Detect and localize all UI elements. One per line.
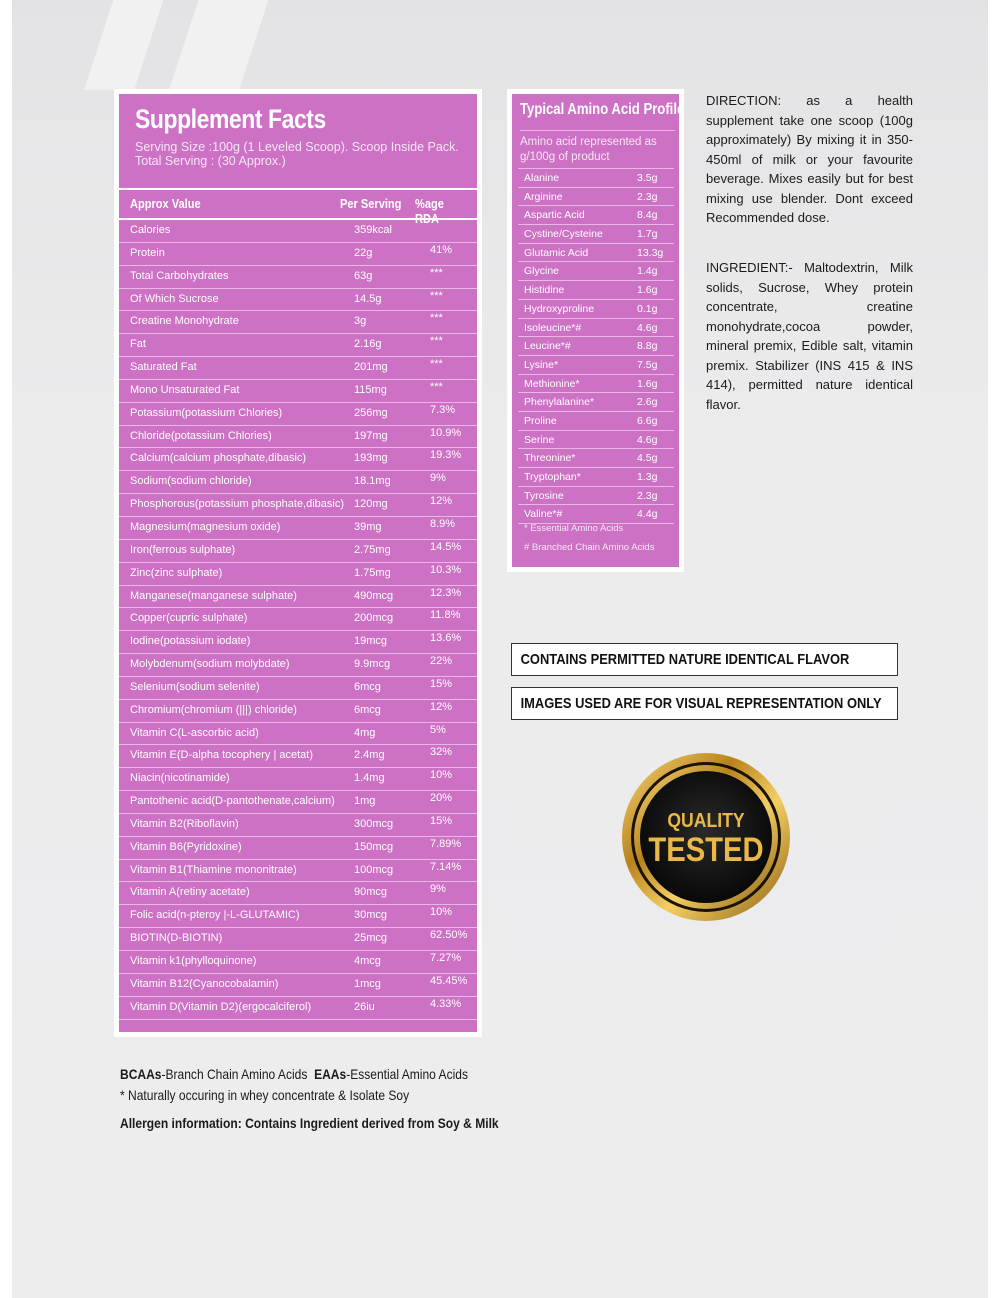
per-serving-value: 193mg bbox=[354, 452, 388, 465]
amino-acid-row bbox=[518, 487, 674, 506]
badge-line1: QUALITY bbox=[667, 808, 745, 832]
nutrient-name: Selenium(sodium selenite) bbox=[130, 680, 260, 693]
rda-value: 11.8% bbox=[430, 609, 461, 622]
amino-acid-list bbox=[518, 168, 674, 524]
table-row bbox=[119, 860, 477, 883]
amino-acid-name: Glutamic Acid bbox=[524, 246, 589, 259]
quality-tested-badge-icon bbox=[620, 751, 792, 923]
per-serving-value: 4mcg bbox=[354, 955, 381, 967]
direction-text: DIRECTION: as a health supplement take one scoop (100g approximately) By mixing it in 350-450ml of milk or your favourite beverage. Mixes easily but for best mixing use blender. Dont exceed Recommended dose. bbox=[706, 93, 913, 225]
amino-acid-value: 4.5g bbox=[637, 452, 658, 465]
table-row bbox=[119, 882, 477, 905]
table-row bbox=[119, 380, 477, 403]
amino-acid-row bbox=[518, 168, 674, 188]
rda-value: *** bbox=[430, 289, 443, 302]
amino-acid-name: Hydroxyproline bbox=[524, 302, 595, 315]
table-row bbox=[119, 586, 477, 609]
table-row bbox=[119, 289, 477, 312]
nutrient-name: Creatine Monohydrate bbox=[130, 315, 239, 328]
rda-value: 15% bbox=[430, 814, 453, 827]
rda-value: 32% bbox=[430, 746, 453, 759]
amino-acid-value: 2.3g bbox=[637, 190, 658, 203]
amino-acid-row bbox=[518, 375, 674, 394]
rda-value: 22% bbox=[430, 655, 453, 668]
rda-value: 20% bbox=[430, 792, 453, 805]
serving-size: Serving Size :100g (1 Leveled Scoop). Scoop Inside Pack. bbox=[135, 140, 459, 154]
per-serving-value: 150mcg bbox=[354, 840, 394, 853]
rda-value: 41% bbox=[430, 243, 453, 256]
per-serving-value: 30mcg bbox=[354, 909, 388, 922]
amino-acid-value: 1.6g bbox=[637, 377, 658, 390]
rda-value: 7.14% bbox=[430, 860, 462, 873]
quality-tested-seal-icon bbox=[620, 751, 792, 923]
per-serving-value: 90mcg bbox=[354, 886, 388, 899]
amino-acid-name: Tyrosine bbox=[524, 489, 564, 502]
rda-value: 15% bbox=[430, 677, 453, 690]
table-row bbox=[119, 654, 477, 677]
amino-acid-panel bbox=[507, 89, 684, 572]
amino-acid-value: 8.4g bbox=[637, 209, 658, 222]
rda-value: *** bbox=[430, 312, 443, 325]
rda-value: 45.45% bbox=[430, 974, 468, 987]
per-serving-value: 25mcg bbox=[354, 932, 388, 945]
nutrient-name: Vitamin B12(Cyanocobalamin) bbox=[130, 977, 279, 990]
amino-acid-row bbox=[518, 206, 674, 225]
table-row bbox=[119, 334, 477, 357]
nutrient-name: Manganese(manganese sulphate) bbox=[130, 589, 297, 602]
rda-value: 19.3% bbox=[430, 449, 462, 462]
nutrient-name: Vitamin E(D-alpha tocophery | acetat) bbox=[130, 749, 314, 762]
nutrient-name: Mono Unsaturated Fat bbox=[130, 383, 240, 396]
table-body bbox=[119, 220, 477, 1020]
amino-acid-value: 3.5g bbox=[637, 172, 658, 184]
per-serving-value: 1mg bbox=[354, 795, 376, 808]
notice-flavor-text: CONTAINS PERMITTED NATURE IDENTICAL FLAVOR bbox=[520, 651, 850, 668]
table-row bbox=[119, 426, 477, 449]
amino-acid-row bbox=[518, 244, 674, 263]
table-row bbox=[119, 540, 477, 563]
eaa-abbr: EAAs bbox=[314, 1066, 347, 1082]
nutrient-name: Magnesium(magnesium oxide) bbox=[130, 520, 281, 533]
amino-acid-row bbox=[518, 412, 674, 431]
rda-value: *** bbox=[430, 358, 443, 371]
amino-acid-row bbox=[518, 468, 674, 487]
rda-value: *** bbox=[430, 335, 443, 348]
rda-value: *** bbox=[430, 266, 443, 279]
table-row bbox=[119, 837, 477, 860]
rda-value: 13.6% bbox=[430, 632, 462, 645]
table-row bbox=[119, 928, 477, 951]
amino-acid-value: 1.3g bbox=[637, 471, 658, 483]
ingredient-text: INGREDIENT:- Maltodextrin, Milk solids, Sucrose, Whey protein concentrate, creatine monohydrate,cocoa powder, mineral premix, Edible salt, vitamin premix. Stabilizer (INS 415 & INS 414), permitted nature identical flavor. bbox=[706, 260, 913, 412]
per-serving-value: 115mg bbox=[354, 383, 387, 396]
nutrient-name: Vitamin B6(Pyridoxine) bbox=[130, 840, 242, 853]
notice-images bbox=[511, 687, 898, 720]
nutrient-name: Protein bbox=[130, 246, 165, 259]
amino-acid-value: 1.6g bbox=[637, 284, 658, 297]
per-serving-value: 1mcg bbox=[354, 977, 381, 990]
nutrient-name: Chloride(potassium Chlories) bbox=[130, 429, 272, 442]
nutrient-name: Iodine(potassium iodate) bbox=[130, 635, 251, 648]
per-serving-value: 3g bbox=[354, 315, 367, 328]
total-serving: Total Serving : (30 Approx.) bbox=[135, 154, 286, 168]
header-per-serving: Per Serving bbox=[340, 196, 402, 211]
amino-acid-value: 0.1g bbox=[637, 302, 658, 315]
amino-acid-name: Threonine* bbox=[524, 452, 576, 465]
per-serving-value: 100mcg bbox=[354, 863, 394, 876]
table-row bbox=[119, 974, 477, 997]
per-serving-value: 26iu bbox=[354, 1000, 375, 1013]
per-serving-value: 1.75mg bbox=[354, 566, 391, 579]
rda-value: 5% bbox=[430, 723, 446, 736]
nutrient-name: Vitamin A(retiny acetate) bbox=[130, 886, 250, 899]
supplement-facts-title: Supplement Facts bbox=[135, 104, 326, 134]
decorative-stripe bbox=[169, 0, 275, 90]
nutrient-name: Vitamin C(L-ascorbic acid) bbox=[130, 726, 259, 739]
rda-value: 12% bbox=[430, 495, 453, 508]
table-row bbox=[119, 403, 477, 426]
nutrient-name: Of Which Sucrose bbox=[130, 292, 219, 305]
per-serving-value: 359kcal bbox=[354, 224, 392, 236]
amino-acid-name: Methionine* bbox=[524, 377, 580, 390]
rda-value: *** bbox=[430, 380, 443, 393]
nutrient-name: BIOTIN(D-BIOTIN) bbox=[130, 932, 223, 945]
amino-acid-value: 4.4g bbox=[637, 508, 658, 521]
table-row bbox=[119, 677, 477, 700]
nutrient-name: Phosphorous(potassium phosphate,dibasic) bbox=[130, 498, 345, 511]
note-essential: * Essential Amino Acids bbox=[524, 523, 624, 534]
amino-acid-name: Tryptophan* bbox=[524, 471, 581, 483]
notice-flavor bbox=[511, 643, 898, 676]
amino-acid-name: Alanine bbox=[524, 172, 560, 184]
nutrient-name: Potassium(potassium Chlories) bbox=[130, 406, 283, 419]
table-header bbox=[119, 188, 477, 226]
nutrient-name: Vitamin D(Vitamin D2)(ergocalciferol) bbox=[130, 1000, 312, 1013]
per-serving-value: 9.9mcg bbox=[354, 658, 391, 671]
amino-acid-name: Glycine bbox=[524, 265, 560, 278]
table-row bbox=[119, 997, 477, 1020]
decorative-stripe bbox=[84, 0, 170, 90]
bcaa-text: -Branch Chain Amino Acids bbox=[161, 1066, 308, 1082]
nutrient-name: Vitamin B2(Riboflavin) bbox=[130, 817, 239, 830]
table-row bbox=[119, 700, 477, 723]
per-serving-value: 256mg bbox=[354, 406, 388, 419]
amino-acid-value: 13.3g bbox=[637, 246, 664, 259]
table-row bbox=[119, 814, 477, 837]
rda-value: 10% bbox=[430, 769, 453, 782]
supplement-facts-table bbox=[119, 188, 477, 1020]
amino-acid-row bbox=[518, 393, 674, 412]
nutrient-name: Folic acid(n-pteroy |-L-GLUTAMIC) bbox=[130, 909, 300, 922]
amino-acid-name: Histidine bbox=[524, 284, 565, 297]
table-row bbox=[119, 243, 477, 266]
nutrient-name: Calcium(calcium phosphate,dibasic) bbox=[130, 452, 307, 465]
amino-acid-value: 2.6g bbox=[637, 396, 658, 409]
rda-value: 8.9% bbox=[430, 517, 456, 530]
amino-acid-row bbox=[518, 337, 674, 356]
amino-acid-name: Valine*# bbox=[524, 508, 563, 521]
amino-acid-row bbox=[518, 225, 674, 244]
nutrient-name: Saturated Fat bbox=[130, 361, 197, 374]
amino-acid-value: 8.8g bbox=[637, 340, 658, 353]
amino-acid-name: Aspartic Acid bbox=[524, 209, 585, 222]
table-row bbox=[119, 608, 477, 631]
amino-acid-row bbox=[518, 281, 674, 300]
amino-acid-value: 1.4g bbox=[637, 265, 658, 278]
rda-value: 12% bbox=[430, 700, 453, 713]
per-serving-value: 120mg bbox=[354, 498, 388, 511]
amino-acid-value: 1.7g bbox=[637, 228, 658, 241]
amino-acid-row bbox=[518, 449, 674, 468]
amino-acid-row bbox=[518, 319, 674, 338]
per-serving-value: 1.4mg bbox=[354, 772, 385, 785]
amino-acid-title: Typical Amino Acid Profile bbox=[520, 101, 685, 118]
amino-acid-name: Leucine*# bbox=[524, 340, 571, 353]
table-row bbox=[119, 768, 477, 791]
header-rda: %age RDA bbox=[415, 196, 444, 226]
amino-acid-row bbox=[518, 300, 674, 319]
amino-acid-value: 4.6g bbox=[637, 321, 658, 334]
rda-value: 9% bbox=[430, 472, 446, 485]
rda-value: 14.5% bbox=[430, 540, 462, 553]
amino-acid-row bbox=[518, 188, 674, 207]
rda-value: 10% bbox=[430, 906, 453, 919]
amino-acid-value: 4.6g bbox=[637, 433, 658, 446]
rda-value: 7.27% bbox=[430, 952, 462, 964]
eaa-text: -Essential Amino Acids bbox=[346, 1066, 468, 1082]
per-serving-value: 22g bbox=[354, 246, 373, 259]
rda-value: 10.9% bbox=[430, 426, 462, 439]
rda-value: 62.50% bbox=[430, 929, 468, 942]
table-row bbox=[119, 631, 477, 654]
per-serving-value: 63g bbox=[354, 269, 373, 282]
abbreviations-line bbox=[120, 1064, 499, 1085]
nutrient-name: Niacin(nicotinamide) bbox=[130, 772, 230, 785]
nutrient-name: Pantothenic acid(D-pantothenate,calcium) bbox=[130, 795, 335, 808]
nutrient-name: Sodium(sodium chloride) bbox=[130, 475, 252, 488]
note-branched: # Branched Chain Amino Acids bbox=[524, 542, 655, 553]
per-serving-value: 6mcg bbox=[354, 680, 381, 693]
amino-acid-value: 7.5g bbox=[637, 358, 658, 371]
rda-value: 10.3% bbox=[430, 563, 462, 576]
rda-value: 7.3% bbox=[430, 403, 456, 416]
amino-acid-row bbox=[518, 431, 674, 450]
amino-acid-row bbox=[518, 262, 674, 281]
amino-acid-name: Cystine/Cysteine bbox=[524, 228, 603, 241]
per-serving-value: 2.75mg bbox=[354, 543, 391, 556]
per-serving-value: 39mg bbox=[354, 520, 382, 533]
amino-acid-value: 2.3g bbox=[637, 489, 658, 502]
bcaa-abbr: BCAAs bbox=[120, 1066, 162, 1082]
per-serving-value: 197mg bbox=[354, 429, 388, 442]
badge-line2: TESTED bbox=[648, 829, 764, 869]
nutrient-name: Copper(cupric sulphate) bbox=[130, 612, 248, 625]
per-serving-value: 300mcg bbox=[354, 817, 394, 830]
table-row bbox=[119, 905, 477, 928]
amino-acid-inner bbox=[512, 94, 685, 567]
allergen-info: Allergen information: Contains Ingredient derived from Soy & Milk bbox=[120, 1115, 499, 1131]
nutrient-name: Zinc(zinc sulphate) bbox=[130, 566, 223, 579]
table-row bbox=[119, 745, 477, 768]
table-row bbox=[119, 220, 477, 243]
nutrient-name: Total Carbohydrates bbox=[130, 269, 229, 282]
supplement-facts-panel bbox=[114, 89, 482, 1037]
amino-acid-name: Isoleucine*# bbox=[524, 321, 582, 334]
per-serving-value: 201mg bbox=[354, 361, 388, 374]
table-row bbox=[119, 311, 477, 334]
amino-acid-name: Lysine* bbox=[524, 358, 559, 371]
amino-acid-value: 6.6g bbox=[637, 414, 658, 427]
amino-acid-row bbox=[518, 356, 674, 375]
nutrient-name: Vitamin k1(phylloquinone) bbox=[130, 955, 257, 967]
table-row bbox=[119, 266, 477, 289]
per-serving-value: 19mcg bbox=[354, 635, 388, 648]
table-row bbox=[119, 951, 477, 974]
table-row bbox=[119, 723, 477, 746]
amino-acid-name: Serine bbox=[524, 433, 555, 446]
nutrient-name: Fat bbox=[130, 338, 146, 351]
per-serving-value: 4mg bbox=[354, 726, 376, 739]
amino-acid-subtitle: Amino acid represented as g/100g of product bbox=[520, 130, 675, 164]
per-serving-value: 18.1mg bbox=[354, 475, 391, 488]
footer-notes bbox=[120, 1064, 560, 1134]
amino-acid-name: Proline bbox=[524, 414, 557, 427]
nutrient-name: Chromium(chromium (|||) chloride) bbox=[130, 703, 297, 716]
rda-value: 7.89% bbox=[430, 837, 462, 850]
nutrient-name: Molybdenum(sodium molybdate) bbox=[130, 658, 290, 671]
per-serving-value: 200mcg bbox=[354, 612, 394, 625]
table-row bbox=[119, 563, 477, 586]
amino-acid-name: Phenylalanine* bbox=[524, 396, 595, 409]
table-row bbox=[119, 471, 477, 494]
table-row bbox=[119, 791, 477, 814]
rda-value: 12.3% bbox=[430, 586, 462, 599]
per-serving-value: 6mcg bbox=[354, 703, 381, 716]
per-serving-value: 2.16g bbox=[354, 338, 382, 351]
notice-images-text: IMAGES USED ARE FOR VISUAL REPRESENTATION ONLY bbox=[520, 695, 882, 712]
serving-info bbox=[135, 140, 459, 168]
header-approx-value: Approx Value bbox=[130, 196, 201, 211]
per-serving-value: 14.5g bbox=[354, 292, 382, 305]
table-row bbox=[119, 448, 477, 471]
per-serving-value: 490mcg bbox=[354, 589, 394, 602]
per-serving-value: 2.4mg bbox=[354, 749, 385, 762]
nutrient-name: Iron(ferrous sulphate) bbox=[130, 543, 236, 556]
amino-acid-name: Arginine bbox=[524, 190, 563, 203]
rda-value: 9% bbox=[430, 883, 446, 896]
naturally-occurring-note: * Naturally occuring in whey concentrate & Isolate Soy bbox=[120, 1087, 410, 1103]
nutrient-name: Vitamin B1(Thiamine mononitrate) bbox=[130, 863, 297, 876]
amino-acid-row bbox=[518, 505, 674, 524]
nutrient-name: Calories bbox=[130, 224, 171, 236]
table-row bbox=[119, 517, 477, 540]
table-row bbox=[119, 494, 477, 517]
supplement-facts-inner bbox=[119, 94, 477, 1032]
table-row bbox=[119, 357, 477, 380]
rda-value: 4.33% bbox=[430, 997, 462, 1010]
